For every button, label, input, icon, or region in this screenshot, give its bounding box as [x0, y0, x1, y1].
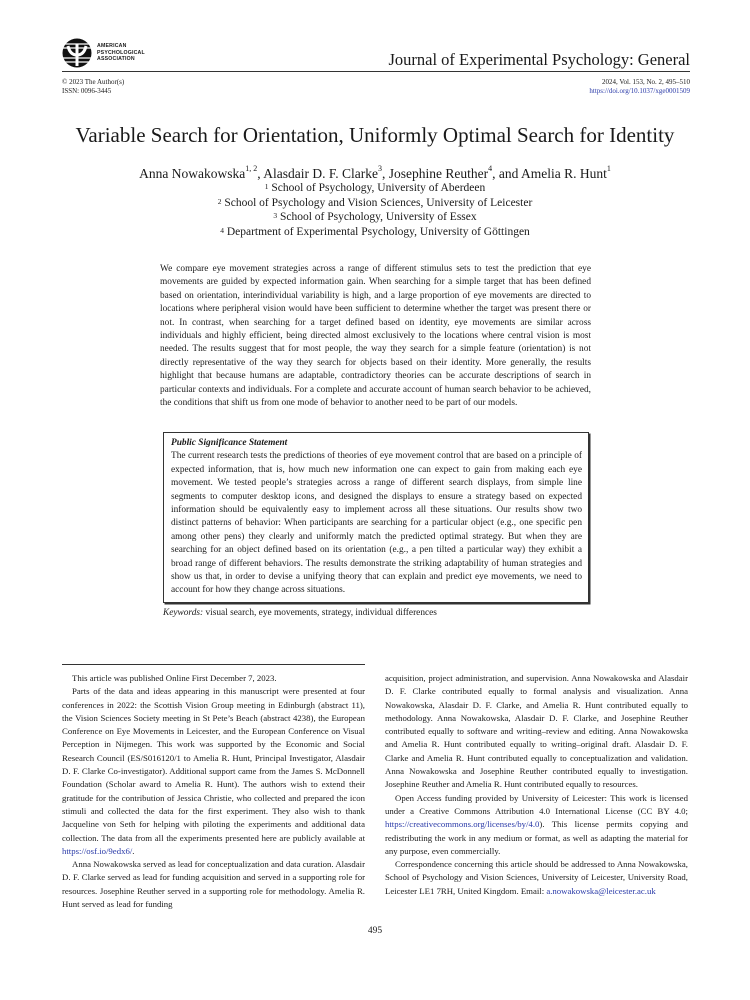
author: Josephine Reuther — [388, 166, 489, 181]
author: Alasdair D. F. Clarke — [263, 166, 379, 181]
citation-block — [589, 78, 690, 95]
correspondence-note — [385, 858, 688, 898]
author-affil: 3 — [378, 164, 383, 173]
copyright-block — [62, 78, 124, 95]
citation: 2024, Vol. 153, No. 2, 495–510 — [601, 78, 690, 86]
affil-text: School of Psychology, University of Aberdeen — [271, 182, 486, 194]
contribution-note-cont: acquisition, project administration, and supervision. Anna Nowakowska and Alasdair D. F. Clarke contributed equally to formal analysis and visualization. Anna Nowakowska, Alasdair D. F. Clarke, and Amelia R. Hunt contributed equally to methodology. Anna Nowakowska, Alasdair D. F. Clarke, and Josephine Reuther contributed equally to software and writing–review and editing. Anna Nowakowska and Amelia R. Hunt contributed equally to writing–original draft. Alasdair D. F. Clarke and Amelia R. Hunt contributed equally to conceptualization and validation. Anna Nowakowska and Josephine Reuther contributed equally to investigation. Josephine Reuther and Amelia R. Hunt contributed equally to resources. — [385, 673, 688, 790]
note-text: Correspondence concerning this article should be addressed to Anna Nowakowska, School of Psychology and Vision Sciences, University of Leicester, University Road, Leicester LE1 7RH, United Kingdom. Email: — [385, 859, 688, 896]
affiliation — [0, 181, 750, 196]
affiliation — [0, 225, 750, 240]
affiliation — [0, 196, 750, 211]
note-text: ). This license permits copying and redistributing the work in any medium or format, as well as adapting the material for any purpose, even commercially. — [385, 819, 688, 856]
affil-text: Department of Experimental Psychology, University of Göttingen — [226, 226, 530, 239]
online-first-note: This article was published Online First December 7, 2023. — [72, 673, 277, 683]
affil-text: School of Psychology, University of Essex — [279, 211, 477, 224]
public-significance-box — [163, 432, 589, 603]
keywords-text: visual search, eye movements, strategy, individual differences — [205, 608, 437, 618]
note-text: Parts of the data and ideas appearing in this manuscript were presented at four conferences in 2022: the Scottish Vision Group meeting in Edinburgh (abstract 11), the Vision Sciences Society meeting in St Pete’s Beach (abstract 4238), the European Conference on Eye Movements in Leicester, and the European Conference on Visual Perception in Nijmegen. This work was supported by the Economic and Social Research Council (ES/S016120/1 to Amelia R. Hunt, Principal Investigator, Alasdair D. F. Clarke Co-investigator). Additional support came from the James S. McDonnell Foundation (Scholar award to Amelia R. Hunt). The authors wish to extend their gratitude for the contribution of Jessica Christie, who collected and prepared the icon stimuli and collected the data for the first experiment. They also wish to thank Jacqueline von Seth for helping with piloting the experiments and additional data collection. The data from all the experiments presented here are publicly available at — [62, 686, 365, 843]
affiliation — [0, 210, 750, 225]
author: Anna Nowakowska — [139, 166, 246, 181]
presentation-note: Parts of the data and ideas appearing in this manuscript were presented at four conferences in 2022: the Scottish Vision Group meeting in Edinburgh (abstract 11), the Vision Sciences Society meeting in St Pete’s Beach (abstract 4238), the European Conference on Eye Movements in Leicester, and the European Conference on Visual Perception in Nijmegen. This work was supported by the Economic and Social Research Council (ES/S016120/1 to Amelia R. Hunt, Principal Investigator, Alasdair D. F. Clarke Co-investigator). Additional support came from the James S. McDonnell Foundation (Scholar award to Amelia R. Hunt). The authors wish to extend their gratitude for the contribution of Jessica Christie, who collected and prepared the icon stimuli and collected the data for the first experiment. They also wish to thank Jacqueline von Seth for helping with piloting the experiments and additional data collection. The data from all the experiments presented here are publicly available at https://osf.io/9edx6/. — [62, 686, 365, 856]
article-title: Variable Search for Orientation, Uniformly Optimal Search for Identity — [75, 123, 675, 147]
copyright: © 2023 The Author(s) — [62, 78, 125, 86]
page-number: 495 — [367, 926, 383, 936]
footnote-column-left — [62, 672, 365, 911]
affil-number: 4 — [220, 226, 224, 236]
issn: ISSN: 0096-3445 — [62, 86, 112, 95]
logo-line: PSYCHOLOGICAL — [97, 49, 145, 56]
journal-name: Journal of Experimental Psychology: General — [388, 50, 690, 69]
affil-number: 1 — [264, 182, 269, 191]
significance-text: The current research tests the predictions of theories of eye movement control that are based on a principle of expected information, that is, how much new information one can expect to gain from making each eye movement. We tested people’s strategies across a range of different search displays, from simple line segments to computer desktop icons, and designed the displays to ensure a strategy based on expected information should be equivalently easy to implement across all these situations. Our results show two distinct patterns of behavior: When participants are searching for a particular object (e.g., one specific pen among other pens) they clearly and uniformly match the predicted optimal strategy. But when they are searching for an object defined based on its orientation (e.g., a pen tilted a particular way) they exhibit a broad range of different behaviors. The results demonstrate the striking adaptability of human strategies and show us that, in order to devise a unifying theory that can explain and predict eye movements, we need to account for how they change across situations. — [171, 451, 582, 596]
email-link[interactable]: a.nowakowska@leicester.ac.uk — [546, 885, 656, 896]
separator: , and — [492, 166, 521, 181]
footnote-rule — [62, 664, 365, 665]
significance-heading: Public Significance Statement — [171, 438, 288, 448]
apa-logo — [62, 38, 145, 68]
keywords-label: Keywords: — [163, 608, 204, 618]
author: Amelia R. Hunt — [521, 166, 607, 181]
author-affil: 1 — [606, 164, 611, 173]
doi-link[interactable]: https://doi.org/10.1037/xge0001509 — [589, 86, 690, 95]
note-text: Open Access funding provided by University of Leicester: This work is licensed under a Creative Commons Attribution 4.0 International License (CC BY 4.0; — [385, 792, 688, 816]
affil-number: 2 — [217, 196, 222, 206]
separator: , — [382, 166, 389, 181]
contribution-note: Anna Nowakowska served as lead for conceptualization and data curation. Alasdair D. F. Clarke served as lead for funding acquisition and served in a supporting role for resources. Josephine Reuther served in a supporting role for methodology. Amelia R. Hunt served as lead for funding — [62, 859, 365, 910]
data-link[interactable]: https://osf.io/9edx6/ — [62, 845, 133, 856]
header-rule — [62, 71, 690, 72]
keywords — [163, 608, 437, 618]
abstract: We compare eye movement strategies across a range of different stimulus sets to test the prediction that eye movements are guided by expected information gain. When searching for a simple target that has been defined based on orientation, interindividual variability is high, and a large proportion of eye movements are directed to locations where peripheral vision would have been sufficient to determine whether the target was present there or not. In contrast, when searching for a target defined based on identity, eye movements are similar across individuals and highly efficient, being directed almost exclusively to the locations where central vision is most needed. The results suggest that for most people, the way they search for a simple feature (orientation) is not directly representative of the way they search for objects based on their identity. More generally, the results highlight that because humans are adaptable, contradictory theories can be accurate descriptions of search in particular contexts and individuals. For a complete and accurate account of human search behavior to be achieved, the conditions that shift us from one mode of behavior to another need to be part of our models. — [160, 264, 591, 409]
affiliations — [0, 181, 750, 240]
author-affil: 4 — [488, 164, 493, 173]
affil-text: School of Psychology and Vision Sciences, University of Leicester — [224, 196, 533, 209]
separator: , — [257, 166, 264, 181]
author-affil: 1, 2 — [245, 164, 258, 173]
footnote-column-right — [385, 672, 688, 898]
logo-line: ASSOCIATION — [97, 56, 135, 63]
logo-line: AMERICAN — [97, 43, 127, 50]
apa-psi-icon — [62, 38, 92, 68]
author-list — [0, 166, 750, 182]
license-link[interactable]: https://creativecommons.org/licenses/by/4.0 — [385, 819, 540, 830]
open-access-note — [385, 792, 688, 858]
affil-number: 3 — [273, 211, 278, 221]
